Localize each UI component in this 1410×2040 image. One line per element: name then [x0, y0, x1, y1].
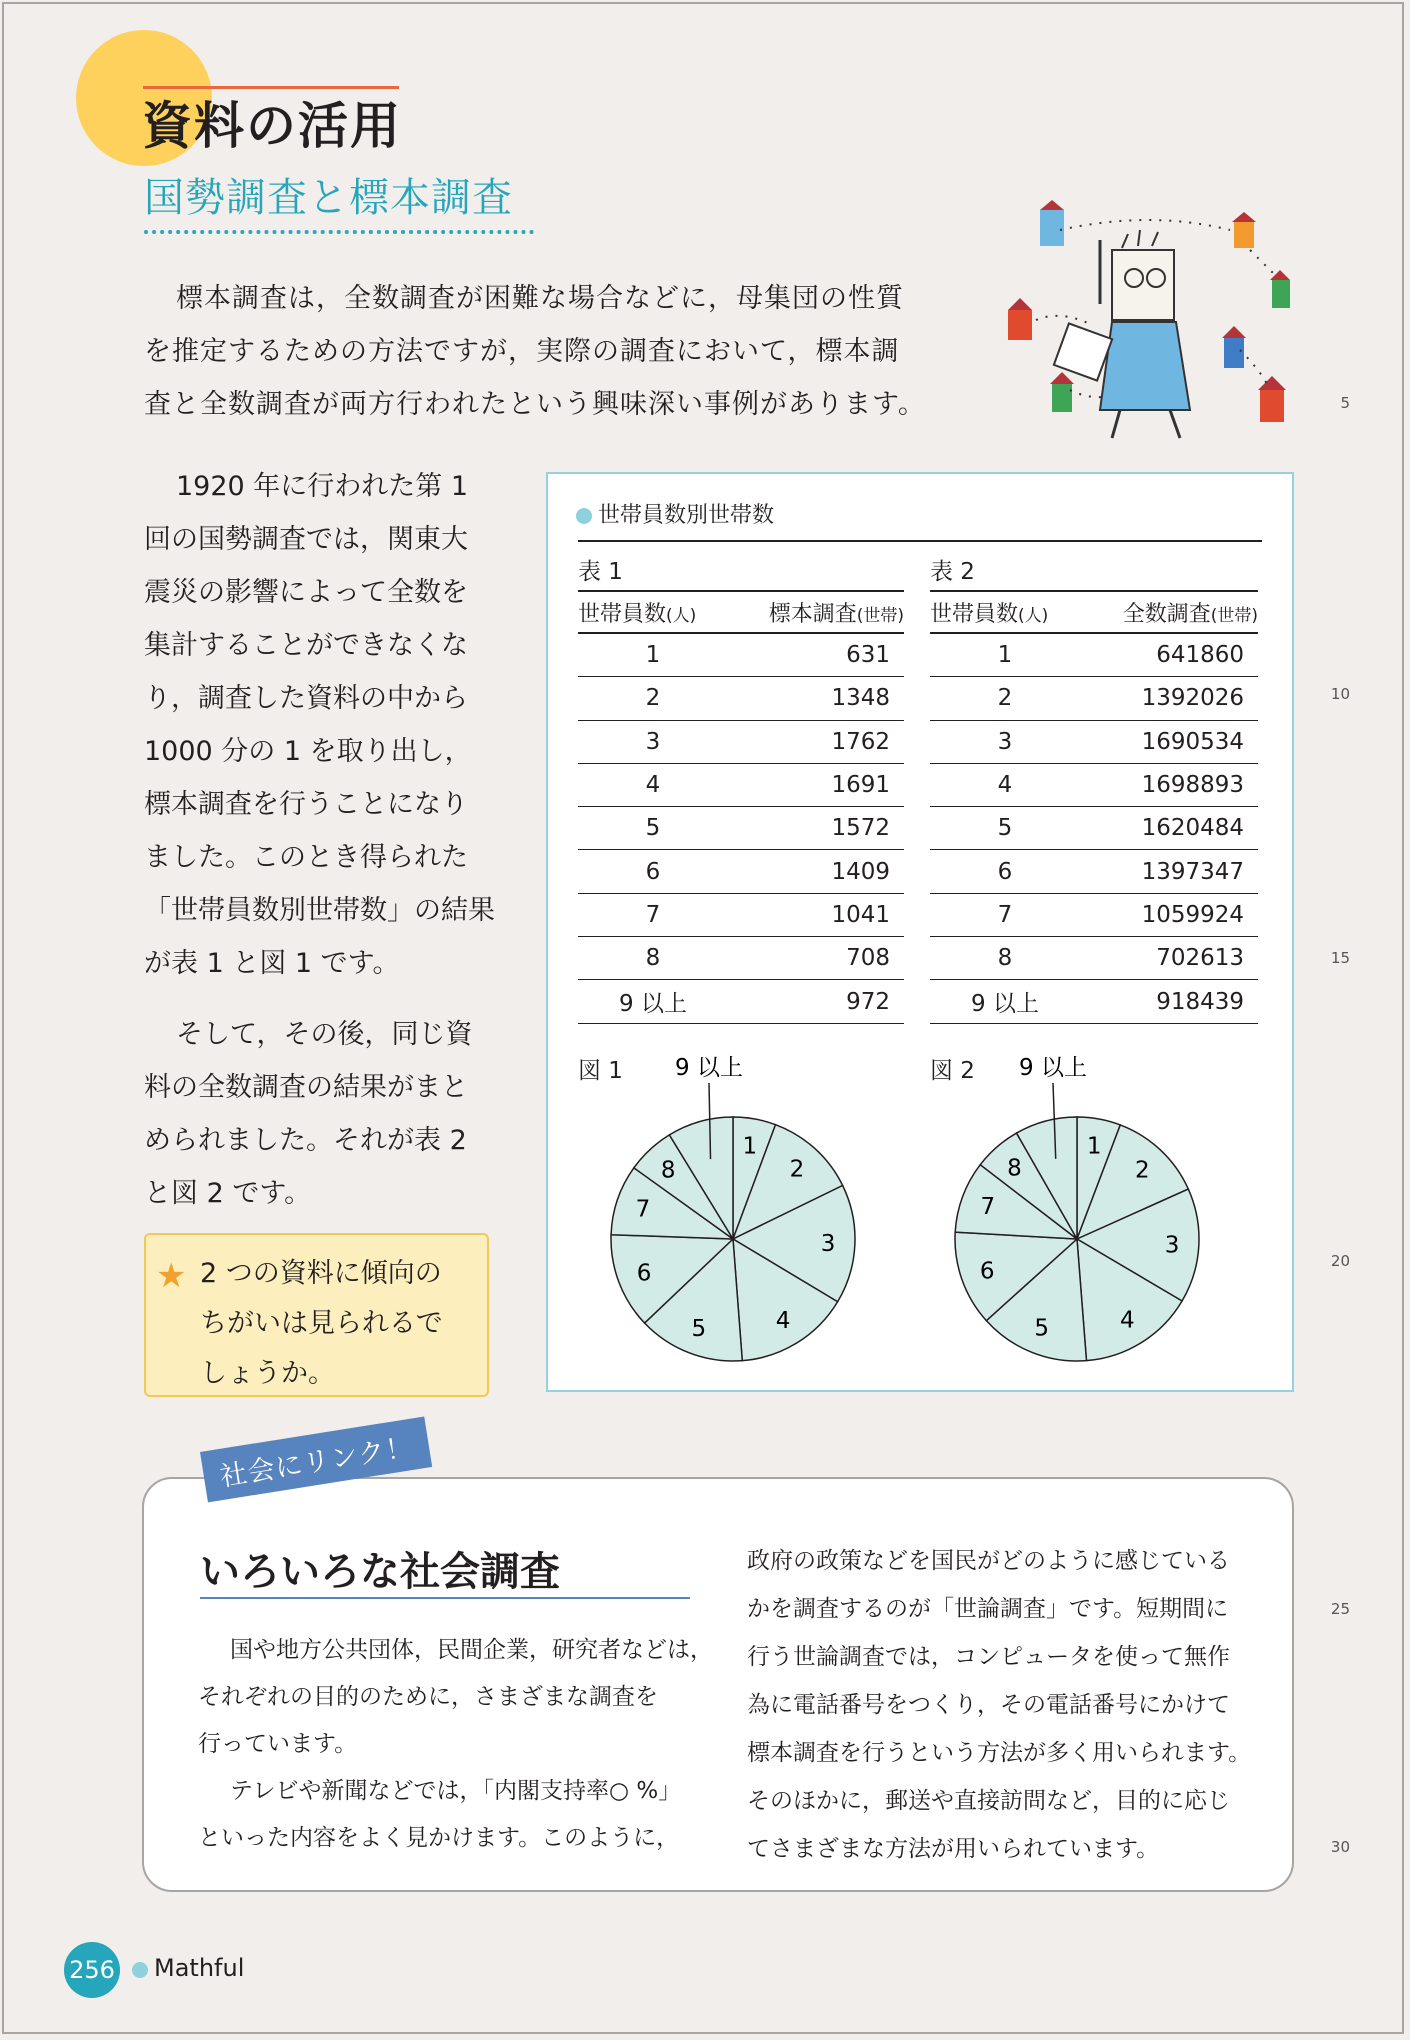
table-2-count-cell: 1397347	[1080, 850, 1258, 893]
table-2	[930, 554, 1258, 1024]
table-1-count-cell: 631	[728, 633, 904, 677]
pie-1-slice-label: 1	[742, 1133, 758, 1160]
table-1-row	[578, 937, 904, 980]
pie-2-slice-label: 6	[979, 1258, 995, 1285]
pie-2-slice-label: 8	[1007, 1155, 1022, 1182]
link-line: 国や地方公共団体，民間企業，研究者などは，	[230, 1637, 713, 1663]
pie-1-slice-label: 7	[635, 1196, 651, 1223]
table-1-grid	[578, 592, 904, 1024]
pie-2-callout-label: 9 以上	[1019, 1055, 1087, 1081]
table-1-row	[578, 893, 904, 936]
house-icon	[1258, 376, 1286, 422]
table-2-header-count: 全数調査(世帯)	[1080, 592, 1258, 633]
table-1-count-cell: 1691	[728, 763, 904, 806]
table-2-caption: 表 2	[930, 554, 1258, 592]
body-line: ました。このとき得られた	[144, 842, 468, 873]
figure-2-label: 図 2	[930, 1058, 975, 1084]
page-number: 256	[64, 1942, 120, 1998]
link-line: テレビや新聞などでは，「内閣支持率○ %」	[230, 1778, 682, 1804]
page-title: 資料の活用	[142, 97, 402, 155]
table-2-count-cell: 918439	[1080, 980, 1258, 1023]
footer-label: Mathful	[154, 1954, 245, 1982]
page-subtitle: 国勢調査と標本調査	[144, 175, 513, 221]
surveyor-illustration	[1000, 200, 1300, 440]
data-panel-title	[576, 498, 774, 529]
pie-1-slice-label: 3	[820, 1231, 836, 1258]
question-box	[144, 1233, 489, 1397]
link-line: 行う世論調査では，コンピュータを使って無作	[747, 1644, 1230, 1670]
pie-1-slice-label: 4	[775, 1307, 791, 1334]
pie-1-slice-label: 2	[789, 1156, 805, 1183]
data-panel-rule	[578, 540, 1262, 542]
bullet-dot-icon	[576, 508, 592, 524]
house-icon	[1008, 298, 1032, 340]
table-1-members-cell: 4	[578, 763, 728, 806]
table-1-header-members: 世帯員数(人)	[578, 592, 728, 633]
table-2-row	[930, 677, 1258, 720]
pie-2-slice-label: 3	[1164, 1232, 1180, 1259]
table-2-members-cell: 9 以上	[930, 980, 1080, 1023]
table-1-count-cell: 972	[728, 980, 904, 1023]
data-panel	[546, 472, 1294, 1392]
table-2-count-cell: 1620484	[1080, 807, 1258, 850]
pie-1-callout-label: 9 以上	[675, 1055, 743, 1081]
house-icon	[1232, 212, 1256, 248]
table-2-count-cell: 1690534	[1080, 720, 1258, 763]
table-2-count-cell: 1059924	[1080, 893, 1258, 936]
table-1-members-cell: 2	[578, 677, 728, 720]
line-number: 30	[1330, 1838, 1350, 1856]
table-2-count-cell: 1698893	[1080, 763, 1258, 806]
body-line: 集計することができなくな	[144, 630, 468, 661]
body-line: 1000 分の 1 を取り出し，	[144, 736, 472, 767]
table-2-members-cell: 1	[930, 633, 1080, 677]
data-panel-title-text: 世帯員数別世帯数	[598, 503, 775, 528]
link-line: 為に電話番号をつくり，その電話番号にかけて	[747, 1692, 1230, 1718]
pie-1-slice-label: 6	[636, 1260, 652, 1287]
pie-chart-1	[608, 1049, 878, 1369]
table-1-members-cell: 3	[578, 720, 728, 763]
house-icon	[1222, 326, 1246, 368]
figure-1-label: 図 1	[578, 1058, 623, 1084]
pie-1-slice-label: 5	[691, 1315, 707, 1342]
table-2-row	[930, 763, 1258, 806]
link-line: 行っています。	[198, 1731, 358, 1757]
table-1-row	[578, 720, 904, 763]
line-number: 15	[1330, 949, 1350, 967]
line-number: 10	[1330, 685, 1350, 703]
table-2-members-cell: 4	[930, 763, 1080, 806]
link-section-tag: 社会にリンク！	[200, 1416, 433, 1502]
link-line: それぞれの目的のために，さまざまな調査を	[198, 1684, 658, 1710]
table-1-count-cell: 1348	[728, 677, 904, 720]
link-line: かを調査するのが「世論調査」です。短期間に	[747, 1596, 1229, 1622]
body-line: そして，その後，同じ資	[176, 1019, 473, 1050]
table-2-header-members: 世帯員数(人)	[930, 592, 1080, 633]
intro-paragraph	[144, 272, 944, 431]
table-1-row	[578, 633, 904, 677]
table-1-count-cell: 708	[728, 937, 904, 980]
house-icon	[1270, 270, 1290, 308]
pie-2-slice-label: 5	[1034, 1315, 1050, 1342]
table-1-members-cell: 5	[578, 807, 728, 850]
line-number: 5	[1340, 394, 1350, 412]
link-section-title-rule	[200, 1597, 690, 1599]
table-2-members-cell: 7	[930, 893, 1080, 936]
link-section-title: いろいろな社会調査	[200, 1549, 560, 1595]
table-1-count-cell: 1762	[728, 720, 904, 763]
body-line: が表 1 と図 1 です。	[144, 948, 400, 979]
body-line: り，調査した資料の中から	[144, 683, 468, 714]
table-1-row	[578, 807, 904, 850]
body-line: 料の全数調査の結果がまと	[144, 1072, 468, 1103]
house-icon	[1040, 200, 1064, 246]
table-2-members-cell: 6	[930, 850, 1080, 893]
pie-2-slice-label: 2	[1134, 1157, 1150, 1184]
table-1	[578, 554, 904, 1024]
body-line: められました。それが表 2	[144, 1125, 467, 1156]
table-2-row	[930, 937, 1258, 980]
table-1-row	[578, 677, 904, 720]
table-1-count-cell: 1572	[728, 807, 904, 850]
star-icon: ★	[156, 1256, 187, 1296]
table-1-row	[578, 763, 904, 806]
body-paragraph-2	[144, 1008, 514, 1220]
house-icon	[1050, 372, 1074, 412]
link-line: てさまざまな方法が用いられています。	[747, 1836, 1160, 1862]
intro-line: を推定するための方法ですが，実際の調査において，標本調	[144, 336, 900, 367]
link-section-right-text	[747, 1537, 1267, 1873]
table-2-members-cell: 2	[930, 677, 1080, 720]
body-line: 1920 年に行われた第 1	[176, 471, 469, 502]
line-number: 25	[1330, 1600, 1350, 1618]
table-2-count-cell: 1392026	[1080, 677, 1258, 720]
body-line: 「世帯員数別世帯数」の結果	[144, 895, 495, 926]
link-line: 標本調査を行うという方法が多く用いられます。	[747, 1740, 1252, 1766]
table-2-members-cell: 3	[930, 720, 1080, 763]
subtitle-underline	[144, 230, 534, 234]
link-line: 政府の政策などを国民がどのように感じている	[747, 1548, 1230, 1574]
table-1-members-cell: 9 以上	[578, 980, 728, 1023]
intro-line: 査と全数調査が両方行われたという興味深い事例があります。	[144, 389, 926, 420]
table-2-members-cell: 5	[930, 807, 1080, 850]
table-1-count-cell: 1409	[728, 850, 904, 893]
pie-2-slice-label: 1	[1086, 1133, 1102, 1160]
table-1-row	[578, 980, 904, 1023]
surveyor-figure	[1054, 230, 1190, 438]
table-2-row	[930, 633, 1258, 677]
question-line: 2 つの資料に傾向の	[200, 1258, 442, 1289]
question-line: ちがいは見られるで	[200, 1308, 443, 1339]
pie-1-slice-label: 8	[660, 1157, 676, 1184]
table-2-row	[930, 980, 1258, 1023]
table-1-header-count: 標本調査(世帯)	[728, 592, 904, 633]
pie-chart-2	[952, 1049, 1222, 1369]
body-line: と図 2 です。	[144, 1178, 312, 1209]
table-2-grid	[930, 592, 1258, 1024]
table-1-members-cell: 1	[578, 633, 728, 677]
table-1-caption: 表 1	[578, 554, 904, 592]
body-line: 回の国勢調査では，関東大	[144, 524, 468, 555]
table-1-count-cell: 1041	[728, 893, 904, 936]
table-2-count-cell: 641860	[1080, 633, 1258, 677]
link-line: そのほかに，郵送や直接訪問など，目的に応じ	[747, 1788, 1230, 1814]
table-2-members-cell: 8	[930, 937, 1080, 980]
table-2-row	[930, 893, 1258, 936]
table-2-row	[930, 807, 1258, 850]
intro-line: 標本調査は，全数調査が困難な場合などに，母集団の性質	[176, 283, 904, 314]
table-1-members-cell: 7	[578, 893, 728, 936]
question-line: しょうか。	[200, 1358, 335, 1389]
table-2-row	[930, 720, 1258, 763]
link-line: といった内容をよく見かけます。このように，	[198, 1825, 680, 1851]
table-1-members-cell: 6	[578, 850, 728, 893]
table-1-members-cell: 8	[578, 937, 728, 980]
body-line: 標本調査を行うことになり	[144, 789, 468, 820]
footer-dot-icon	[132, 1962, 148, 1978]
body-paragraph-1	[144, 460, 514, 990]
body-column	[144, 460, 514, 1220]
table-1-row	[578, 850, 904, 893]
table-2-row	[930, 850, 1258, 893]
body-line: 震災の影響によって全数を	[144, 577, 468, 608]
link-section-left-text	[198, 1627, 713, 1862]
pie-2-slice-label: 7	[980, 1193, 996, 1220]
pie-2-slice-label: 4	[1120, 1307, 1135, 1334]
title-rule	[143, 86, 399, 89]
table-2-count-cell: 702613	[1080, 937, 1258, 980]
line-number: 20	[1330, 1252, 1350, 1270]
